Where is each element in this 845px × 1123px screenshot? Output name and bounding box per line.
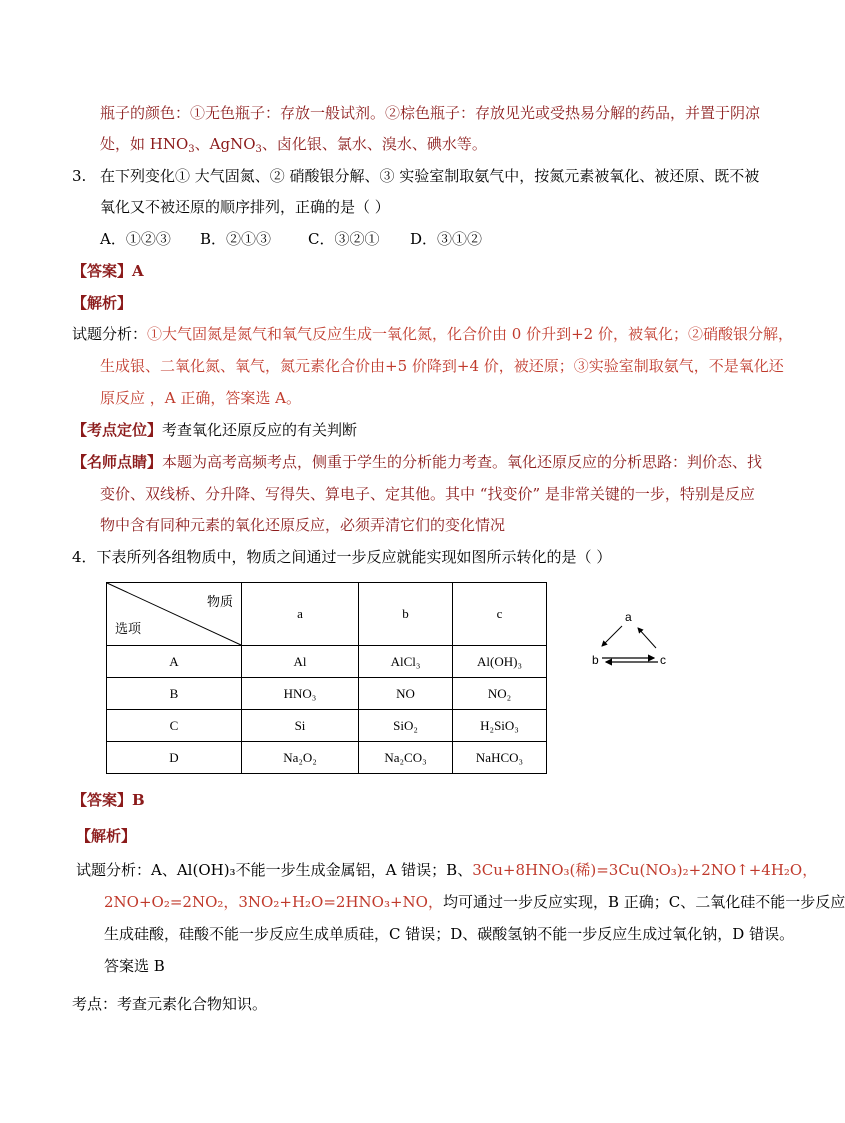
cell-c: NO₂: [453, 678, 547, 710]
cell-b: NO: [359, 678, 453, 710]
q4-answer: [72, 790, 145, 810]
header-substance: 物质: [206, 594, 233, 609]
q3-option-b: B．②①③: [200, 230, 272, 248]
table-row: [107, 742, 547, 774]
q3-analysis-line-3: 原反应 ，A 正确，答案选 A。: [100, 389, 301, 407]
q4-stem: 4．下表所列各组物质中，物质之间通过一步反应就能实现如图所示转化的是（ ）: [72, 548, 612, 566]
node-b: b: [592, 653, 599, 667]
cell-c: NaHCO₃: [453, 742, 547, 774]
q3-analysis-label: 【解析】: [72, 294, 133, 312]
cell-a: Al: [242, 646, 359, 678]
q3-kaodian: [72, 420, 357, 440]
q4-analysis-line-3: 生成硅酸，硅酸不能一步反应生成单质硅，C 错误；D、碳酸氢钠不能一步反应生成过氧化钠，D 错误。: [104, 925, 795, 943]
equation-2: 2NO+O₂=2NO₂，3NO₂+H₂O=2HNO₃+NO，: [104, 893, 443, 911]
q3-option-c: C．③②①: [308, 230, 380, 248]
q3-mingshi-line-3: 物中含有同种元素的氧化还原反应，必须弄清它们的变化情况: [100, 516, 506, 534]
q4-kaodian: 考点：考查元素化合物知识。: [72, 995, 268, 1013]
intro-text: ①无色瓶子：存放一般试剂。②棕色瓶子：存放见光或受热易分解的药品，并置于阴凉: [190, 104, 761, 122]
table-row: [107, 710, 547, 742]
q4-analysis-line-2: [104, 892, 845, 912]
analysis-prefix: 试题分析：: [76, 861, 152, 879]
answer-label: 【答案】: [72, 262, 133, 280]
cell-b: SiO₂: [359, 710, 453, 742]
q3-option-d: D．③①②: [410, 230, 483, 248]
q3-mingshi-line-2: 变价、双线桥、分升降、写得失、算电子、定其他。其中 “找变价” 是非常关键的一步，特别是反应: [100, 485, 755, 503]
mingshi-label: 【名师点睛】: [72, 453, 163, 471]
header-col-b: b: [359, 583, 453, 646]
header-col-c: c: [453, 583, 547, 646]
q3-number: 3.: [72, 167, 87, 185]
kaodian-text: 考查氧化还原反应的有关判断: [162, 421, 358, 439]
q3-mingshi-line-1: [72, 452, 762, 472]
intro-rest: 、卤化银、氯水、溴水、碘水等。: [261, 135, 487, 153]
mingshi-text: 本题为高考高频考点，侧重于学生的分析能力考查。氧化还原反应的分析思路：判价态、找: [162, 453, 763, 471]
cell-a: Na₂O₂: [242, 742, 359, 774]
cell-b: Na₂CO₃: [359, 742, 453, 774]
analysis-text: ①大气固氮是氮气和氧气反应生成一氧化氮，化合价由 0 价升到+2 价，被氧化；②硝酸银分解，: [147, 325, 793, 343]
q4-analysis-label: 【解析】: [76, 827, 137, 845]
row-option: C: [107, 710, 242, 742]
cell-a: Si: [242, 710, 359, 742]
analysis-text: 均可通过一步反应实现，B 正确；C、二氧化硅不能一步反应: [442, 893, 845, 911]
cell-a: HNO₃: [242, 678, 359, 710]
conversion-diagram: [588, 608, 678, 674]
row-option: B: [107, 678, 242, 710]
answer-value: A: [132, 262, 144, 280]
answer-label: 【答案】: [72, 791, 133, 809]
cell-c: Al(OH)₃: [453, 646, 547, 678]
q3-analysis-line-1: [72, 324, 793, 344]
intro-hno3: 处，如 HNO: [100, 135, 189, 153]
node-a: a: [625, 610, 632, 624]
equation-1: 3Cu+8HNO₃(稀)=3Cu(NO₃)₂+2NO↑+4H₂O，: [472, 861, 818, 879]
header-option: 选项: [115, 621, 142, 636]
cell-c: H₂SiO₃: [453, 710, 547, 742]
q3-analysis-line-2: 生成银、二氧化氮、氧气，氮元素化合价由+5 价降到+4 价，被还原；③实验室制取氨气，不是氧化还: [100, 357, 784, 375]
q3-stem-line-1: 在下列变化① 大气固氮、② 硝酸银分解、③ 实验室制取氨气中，按氮元素被氧化、被还原、既不被: [100, 167, 760, 185]
q3-stem-line-2: 氧化又不被还原的顺序排列，正确的是（ ）: [100, 198, 390, 216]
table-corner-cell: [107, 583, 242, 646]
row-option: D: [107, 742, 242, 774]
node-c: c: [660, 653, 666, 667]
row-option: A: [107, 646, 242, 678]
q3-answer: [72, 261, 144, 281]
cell-b: AlCl₃: [359, 646, 453, 678]
analysis-text: A、Al(OH)₃不能一步生成金属铝，A 错误；B、: [151, 861, 473, 879]
sub: 3: [188, 144, 195, 155]
sub: 3: [255, 144, 262, 155]
q4-options-table: [106, 582, 547, 774]
header-col-a: a: [242, 583, 359, 646]
q3-option-a: A．①②③: [100, 230, 171, 248]
analysis-prefix: 试题分析：: [72, 325, 148, 343]
table-row: [107, 646, 547, 678]
intro-line-1: [100, 103, 760, 123]
intro-line-2: [100, 134, 487, 154]
kaodian-label: 【考点定位】: [72, 421, 163, 439]
intro-agno3: 、AgNO: [194, 135, 256, 153]
answer-value: B: [132, 791, 145, 809]
q4-analysis-line-4: 答案选 B: [104, 957, 165, 975]
table-header-row: [107, 583, 547, 646]
table-row: [107, 678, 547, 710]
intro-prefix: 瓶子的颜色：: [100, 104, 191, 122]
q4-analysis-line-1: [76, 860, 817, 880]
